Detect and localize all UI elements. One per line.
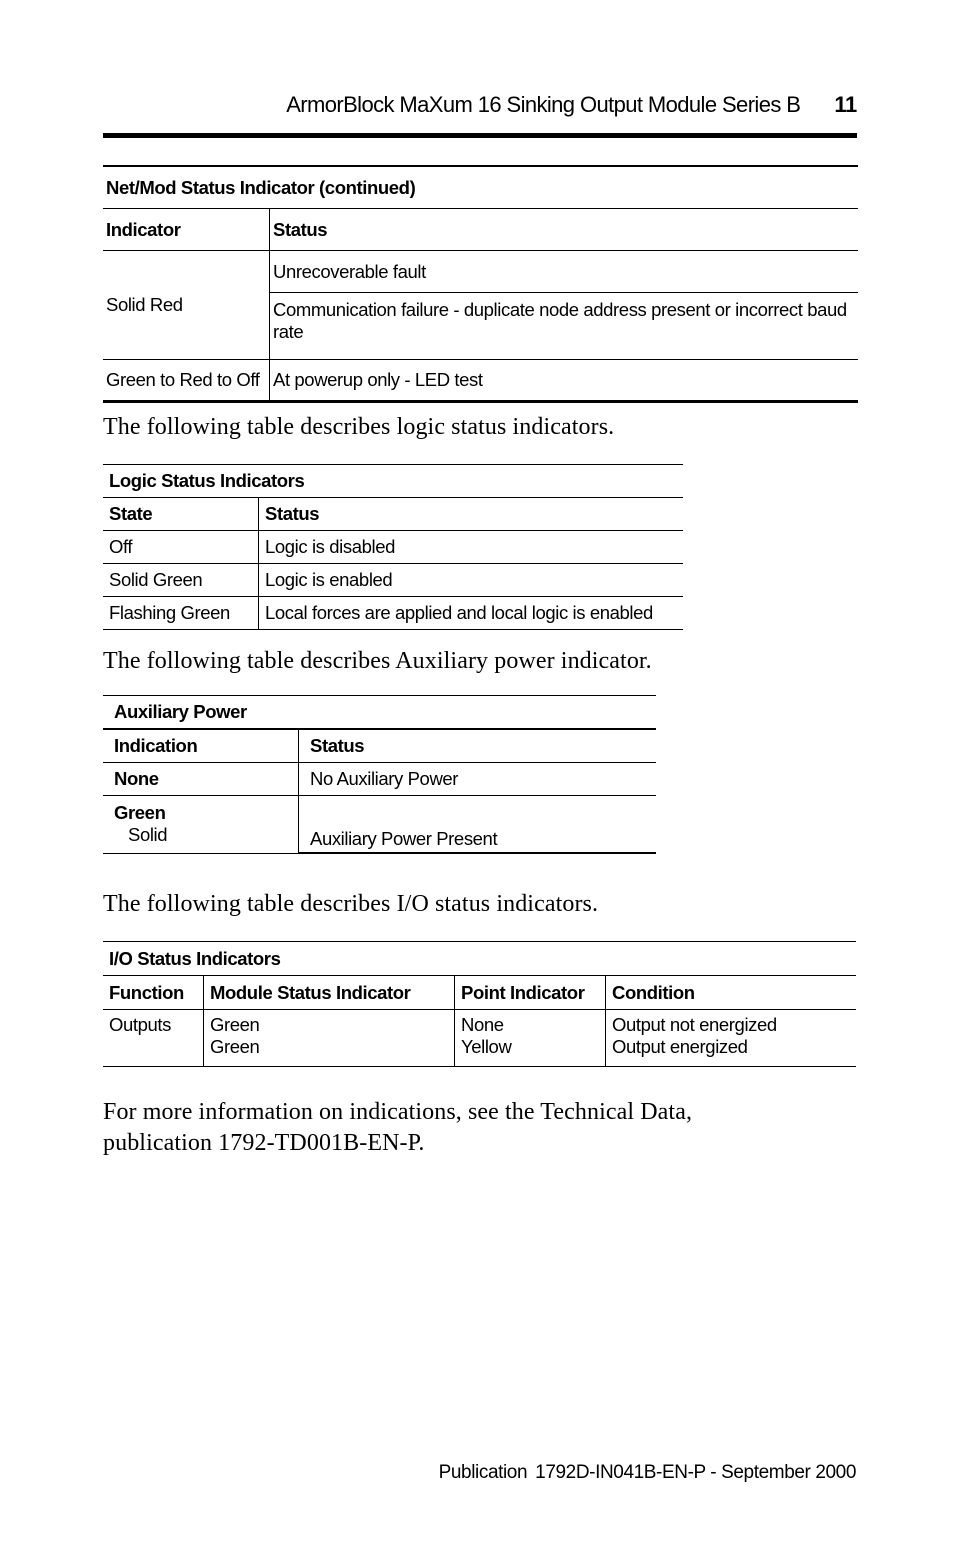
table-caption: Net/Mod Status Indicator (continued): [103, 166, 858, 209]
table-caption: Auxiliary Power: [103, 696, 656, 730]
condition-value: Output not energized: [612, 1014, 777, 1035]
closing-paragraph: [103, 1097, 692, 1159]
intro-logic-paragraph: The following table describes logic status indicators.: [103, 414, 615, 440]
status-cell: At powerup only - LED test: [273, 369, 483, 390]
column-header: Status: [299, 729, 657, 763]
column-header: Status: [259, 498, 684, 531]
status-cell: Auxiliary Power Present: [299, 796, 657, 854]
closing-line: publication 1792-TD001B-EN-P.: [103, 1130, 425, 1156]
module-status-value: Green: [210, 1036, 260, 1057]
indication-cell: None: [103, 763, 299, 796]
state-cell: Off: [103, 531, 259, 564]
column-header: Point Indicator: [455, 976, 606, 1010]
point-indicator-value: Yellow: [461, 1036, 512, 1057]
indicator-cell: Solid Red: [103, 251, 270, 360]
intro-io-paragraph: The following table describes I/O status indicators.: [103, 891, 599, 917]
footer-label: Publication: [438, 1462, 528, 1483]
netmod-status-table: [103, 165, 858, 403]
condition-value: Output energized: [612, 1036, 748, 1057]
footer-text: 1792D-IN041B-EN-P - September 2000: [535, 1462, 856, 1483]
table-row: [103, 796, 656, 854]
table-row: [103, 597, 683, 630]
indication-sublabel: Solid: [128, 824, 168, 846]
header-rule: [103, 133, 857, 138]
state-cell: Solid Green: [103, 564, 259, 597]
column-header: Indication: [103, 729, 299, 763]
closing-line: For more information on indications, see the Technical Data,: [103, 1099, 693, 1125]
indication-label: Green: [114, 802, 166, 824]
io-status-table: [103, 941, 856, 1067]
status-cell: Logic is disabled: [259, 531, 684, 564]
table-row: [103, 763, 656, 796]
table-caption: Logic Status Indicators: [103, 465, 683, 498]
column-header: Indicator: [103, 209, 270, 251]
module-status-cell: [204, 1010, 455, 1067]
point-indicator-cell: [455, 1010, 606, 1067]
condition-cell: [606, 1010, 857, 1067]
status-cell: Unrecoverable fault: [270, 251, 859, 293]
point-indicator-value: None: [461, 1014, 504, 1035]
document-title: ArmorBlock MaXum 16 Sinking Output Module Series B: [286, 92, 801, 117]
column-header: Module Status Indicator: [204, 976, 455, 1010]
status-cell: Communication failure - duplicate node address present or incorrect baud rate: [273, 299, 847, 342]
status-cell: Local forces are applied and local logic is enabled: [259, 597, 684, 630]
table-row: [103, 531, 683, 564]
logic-status-table: [103, 464, 683, 630]
function-cell: Outputs: [103, 1010, 204, 1067]
column-header: Status: [270, 209, 859, 251]
indicator-cell: Green to Red to Off: [103, 360, 270, 402]
column-header: Condition: [606, 976, 857, 1010]
table-row: [103, 564, 683, 597]
table-row: [103, 251, 858, 293]
page-number: 11: [834, 92, 857, 117]
table-row: [103, 360, 858, 402]
intro-aux-paragraph: The following table describes Auxiliary power indicator.: [103, 648, 652, 674]
indication-cell: [103, 796, 299, 854]
column-header: State: [103, 498, 259, 531]
module-status-value: Green: [210, 1014, 260, 1035]
running-header: [103, 92, 857, 118]
status-cell: Logic is enabled: [259, 564, 684, 597]
publication-footer: [439, 1462, 856, 1484]
state-cell: Flashing Green: [103, 597, 259, 630]
auxiliary-power-table: [103, 695, 656, 854]
column-header: Function: [103, 976, 204, 1010]
table-caption: I/O Status Indicators: [103, 942, 856, 976]
status-cell: No Auxiliary Power: [299, 763, 657, 796]
table-row: [103, 1010, 856, 1067]
